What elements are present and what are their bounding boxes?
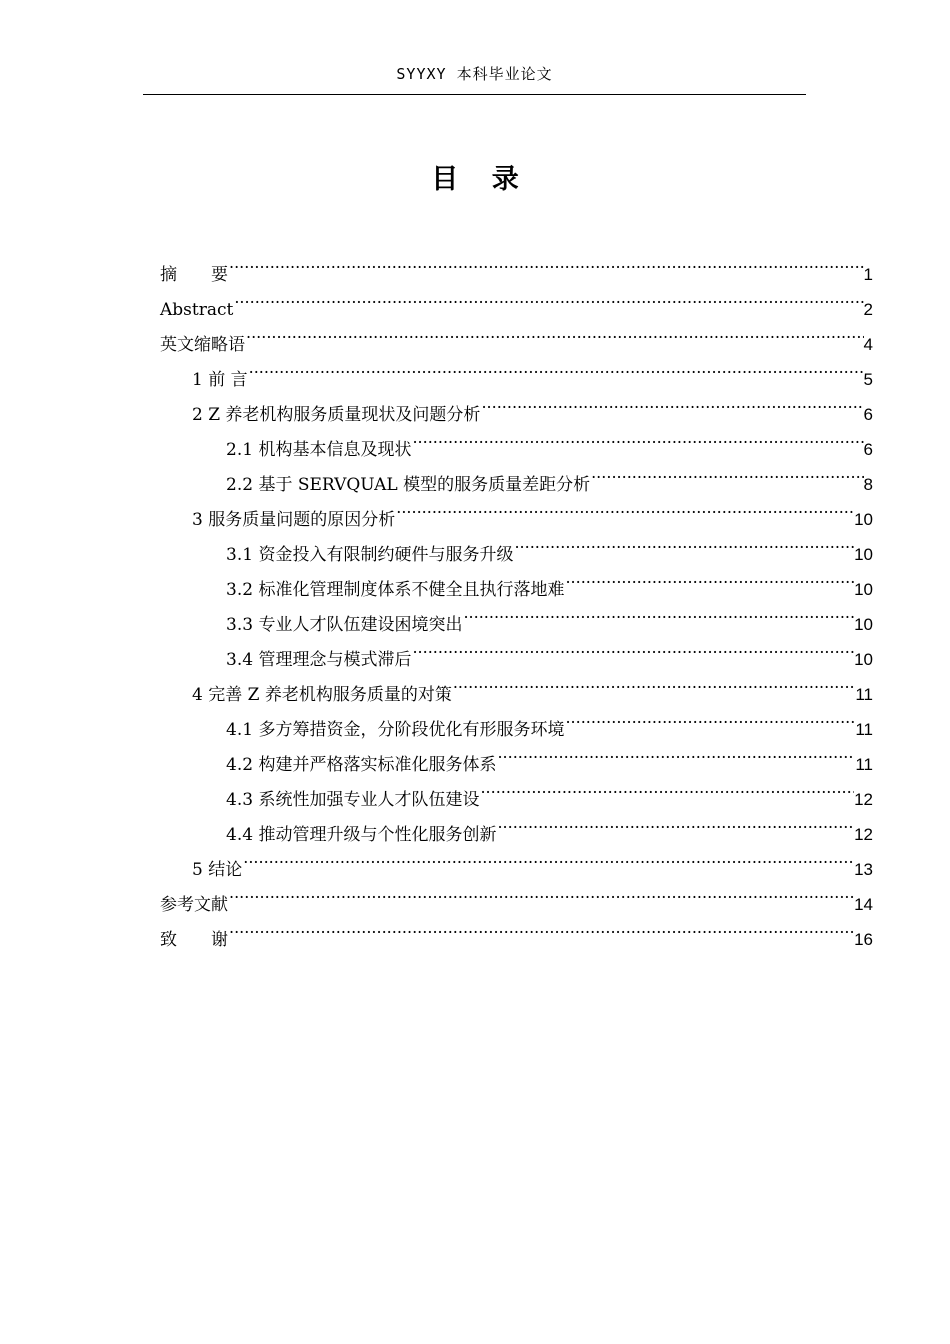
toc-entry-label: 4.2 构建并严格落实标准化服务体系 (226, 755, 497, 775)
toc-dot-leader (228, 911, 854, 945)
toc-entry-page: 6 (863, 405, 873, 424)
toc-entry-label: 4.1 多方筹措资金，分阶段优化有形服务环境 (226, 720, 565, 740)
toc-entry-label: 3.4 管理理念与模式滞后 (226, 650, 412, 670)
toc-entry-label: Abstract (160, 300, 234, 320)
toc-entry-label: 4.3 系统性加强专业人才队伍建设 (226, 790, 480, 810)
toc-entry[interactable] (192, 351, 873, 390)
toc-entry-label: 4.4 推动管理升级与个性化服务创新 (226, 825, 497, 845)
toc-entry[interactable] (160, 246, 873, 285)
toc-entry-page: 10 (854, 580, 873, 599)
toc-dot-leader (479, 771, 854, 805)
toc-dot-leader (452, 666, 856, 700)
toc-entry-page: 13 (854, 860, 873, 879)
toc-entry-label: 1 前 言 (192, 370, 248, 390)
toc-dot-leader (564, 701, 855, 735)
toc-entry-page: 10 (854, 545, 873, 564)
toc-entry[interactable] (192, 491, 873, 530)
toc-entry-label: 3.3 专业人才队伍建设困境突出 (226, 615, 463, 635)
toc-entry-label: 3.2 标准化管理制度体系不健全且执行落地难 (226, 580, 565, 600)
toc-dot-leader (480, 386, 863, 420)
toc-entry[interactable] (226, 736, 873, 775)
toc-entry-label: 2.1 机构基本信息及现状 (226, 440, 412, 460)
toc-entry[interactable] (226, 456, 873, 495)
toc-entry-label: 5 结论 (192, 860, 243, 880)
toc-entry-page: 8 (863, 475, 873, 494)
toc-entry-label: 摘 要 (160, 265, 228, 285)
toc-entry[interactable] (192, 666, 873, 705)
toc-entry-page: 10 (854, 650, 873, 669)
toc-dot-leader (395, 491, 854, 525)
toc-entry-label: 英文缩略语 (160, 335, 245, 355)
toc-entry-page: 10 (854, 510, 873, 529)
toc-dot-leader (564, 561, 854, 595)
toc-entry-label: 2.2 基于 SERVQUAL 模型的服务质量差距分析 (226, 475, 591, 495)
toc-entry-page: 14 (854, 895, 873, 914)
toc-dot-leader (462, 596, 854, 630)
toc-dot-leader (248, 351, 864, 385)
toc-entry[interactable] (192, 841, 873, 880)
toc-entry-label: 2 Z 养老机构服务质量现状及问题分析 (192, 405, 481, 425)
toc-entry-page: 4 (863, 335, 873, 354)
toc-entry-page: 11 (855, 685, 873, 704)
toc-entry[interactable] (226, 701, 873, 740)
toc-dot-leader (228, 246, 864, 280)
toc-entry-page: 16 (854, 930, 873, 949)
toc-entry-page: 2 (863, 300, 873, 319)
toc-entry[interactable] (226, 526, 873, 565)
toc-entry-label: 3.1 资金投入有限制约硬件与服务升级 (226, 545, 514, 565)
toc-entry[interactable] (160, 911, 873, 950)
toc-dot-leader (245, 316, 864, 350)
toc-entry-label: 3 服务质量问题的原因分析 (192, 510, 396, 530)
toc-entry-page: 12 (854, 790, 873, 809)
toc-entry-page: 12 (854, 825, 873, 844)
toc-entry[interactable] (226, 561, 873, 600)
toc-entry-label: 4 完善 Z 养老机构服务质量的对策 (192, 685, 452, 705)
toc-dot-leader (228, 876, 854, 910)
toc-dot-leader (513, 526, 854, 560)
toc-title: 目 录 (431, 164, 531, 195)
toc-dot-leader (590, 456, 863, 490)
toc-entry[interactable] (226, 771, 873, 810)
toc-dot-leader (411, 631, 854, 665)
toc-entry-page: 1 (863, 265, 873, 284)
toc-entry-page: 6 (863, 440, 873, 459)
toc-entry[interactable] (192, 386, 873, 425)
toc-dot-leader (496, 806, 854, 840)
toc-entry-page: 5 (863, 370, 873, 389)
toc-entry-label: 致 谢 (160, 930, 228, 950)
header-text: SYYXY 本科毕业论文 (396, 65, 553, 83)
toc-entry[interactable] (226, 806, 873, 845)
toc-entry-page: 10 (854, 615, 873, 634)
toc-dot-leader (496, 736, 855, 770)
toc-entry-label: 参考文献 (160, 895, 228, 915)
toc-entry[interactable] (160, 316, 873, 355)
toc-entry-page: 11 (855, 720, 873, 739)
toc-entry-page: 11 (855, 755, 873, 774)
page-header (143, 62, 806, 95)
toc-entry[interactable] (226, 631, 873, 670)
toc-dot-leader (411, 421, 863, 455)
toc-entry[interactable] (160, 876, 873, 915)
toc-dot-leader (233, 281, 863, 315)
toc-entry[interactable] (226, 421, 873, 460)
toc-entry[interactable] (226, 596, 873, 635)
toc-entry[interactable] (160, 281, 873, 320)
toc-dot-leader (242, 841, 854, 875)
